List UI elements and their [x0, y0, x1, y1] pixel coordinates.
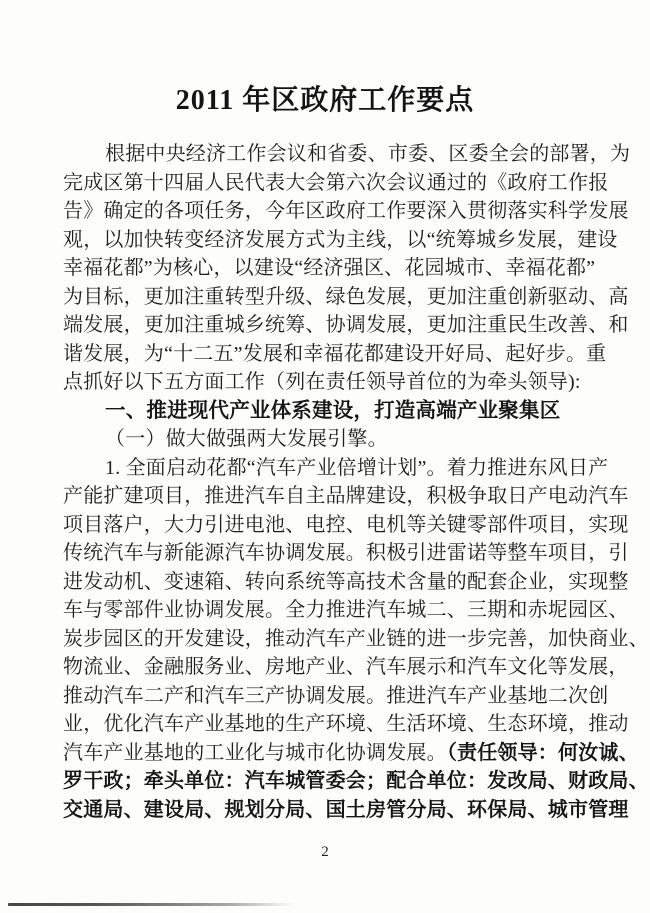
document-body	[63, 140, 649, 824]
text-line: 进发动机、变速箱、转向系统等高技术含量的配套企业，实现整	[63, 570, 629, 593]
responsibility-note-line: 交通局、建设局、规划分局、国土房管分局、环保局、城市管理	[63, 798, 629, 821]
text-line: 1. 全面启动花都“汽车产业倍增计划”。着力推进东风日产	[105, 456, 609, 479]
text-line	[63, 739, 639, 768]
text-line: 推动汽车二产和汽车三产协调发展。推进汽车产业基地二次创	[63, 684, 609, 707]
text-line: 谐发展，为“十二五”发展和幸福花都建设开好局、起好步。重	[63, 342, 607, 365]
text-segment: 汽车产业基地的工业化与城市化协调发展。	[63, 741, 447, 764]
text-line: 幸福花都”为核心，以建设“经济强区、花园城市、幸福花都”	[63, 257, 596, 279]
text-line: 观，以加快转变经济发展方式为主线，以“统筹城乡发展，建设	[63, 228, 618, 251]
page-number: 2	[321, 844, 329, 860]
page-title: 2011 年区政府工作要点	[175, 85, 475, 116]
text-line: 完成区第十四届人民代表大会第六次会议通过的《政府工作报	[63, 171, 609, 194]
text-line: 点抓好以下五方面工作（列在责任领导首位的为牵头领导):	[63, 371, 581, 393]
text-line: 项目落户，大力引进电池、电控、电机等关键零部件项目，实现	[63, 513, 629, 536]
subsection-heading: （一）做大做强两大发展引擎。	[105, 428, 388, 450]
text-line: 端发展，更加注重城乡统筹、协调发展，更加注重民生改善、和	[63, 314, 629, 336]
text-line: 告》确定的各项任务，今年区政府工作要深入贯彻落实科学发展	[63, 200, 629, 222]
text-line: 炭步园区的开发建设，推动汽车产业链的进一步完善，加快商业、	[63, 627, 649, 650]
text-line: 物流业、金融服务业、房地产业、汽车展示和汽车文化等发展，	[63, 656, 629, 678]
text-line: 业，优化汽车产业基地的生产环境、生活环境、生态环境，推动	[63, 713, 629, 735]
text-line: 车与零部件业协调发展。全力推进汽车城二、三期和赤坭园区、	[63, 599, 629, 621]
section-heading: 一、推进现代产业体系建设，打造高端产业聚集区	[105, 398, 561, 422]
responsibility-note-line: 罗干政；牵头单位：汽车城管委会；配合单位：发改局、财政局、	[63, 770, 649, 792]
text-line: 为目标，更加注重转型升级、绿色发展，更加注重创新驱动、高	[63, 285, 629, 308]
responsibility-note-start: （责任领导：何汝诚、	[446, 741, 639, 764]
scan-artifact-line	[8, 903, 295, 906]
text-line: 产能扩建项目，推进汽车自主品牌建设，积极争取日产电动汽车	[63, 485, 629, 507]
text-line: 传统汽车与新能源汽车协调发展。积极引进雷诺等整车项目，引	[63, 542, 629, 564]
text-line: 根据中央经济工作会议和省委、市委、区委全会的部署，为	[105, 143, 631, 165]
